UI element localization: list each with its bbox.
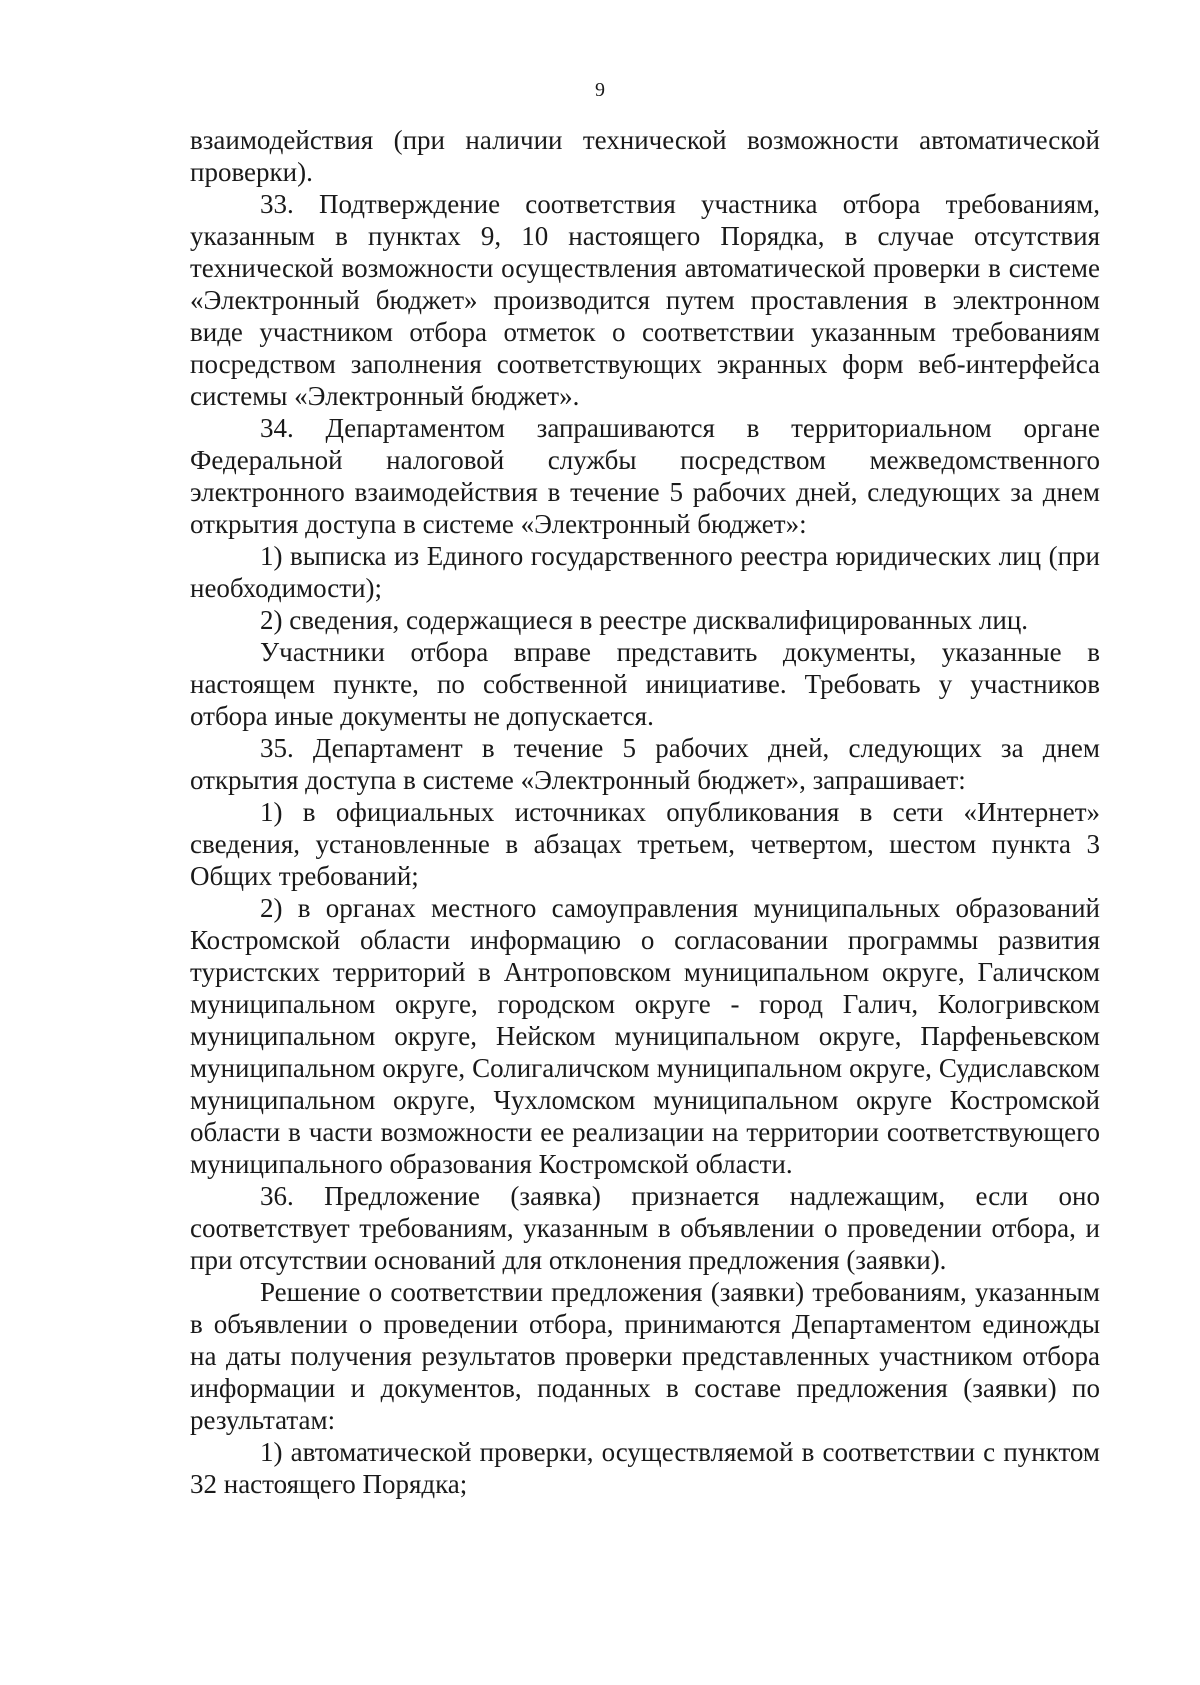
paragraph-item-35-sub-2: 2) в органах местного самоуправления муниципальных образований Костромской области информацию о согласовании программы развития туристских территорий в Антроповском муниципальном округе, Галичском муниципальном округе, городском округе - город Галич, Кологривском муниципальном округе, Нейском муниципальном округе, Парфеньевском муниципальном округе, Солигаличском муниципальном округе, Судиславском муниципальном округе, Чухломском муниципальном округе Костромской области в части возможности ее реализации на территории соответствующего муниципального образования Костромской области. — [190, 893, 1100, 1179]
page-number: 9 — [595, 79, 605, 101]
paragraph-item-35-sub-1: 1) в официальных источниках опубликования в сети «Интернет» сведения, установленные в абзацах третьем, четвертом, шестом пункта 3 Общих требований; — [190, 797, 1100, 891]
paragraph-item-34-sub-2: 2) сведения, содержащиеся в реестре дисквалифицированных лиц. — [260, 605, 1029, 635]
document-body — [190, 124, 1100, 1500]
paragraph-item-34: 34. Департаментом запрашиваются в территориальном органе Федеральной налоговой службы посредством межведомственного электронного взаимодействия в течение 5 рабочих дней, следующих за днем открытия доступа в системе «Электронный бюджет»: — [190, 413, 1100, 539]
paragraph-item-36: 36. Предложение (заявка) признается надлежащим, если оно соответствует требованиям, указанным в объявлении о проведении отбора, и при отсутствии оснований для отклонения предложения (заявки). — [190, 1181, 1100, 1275]
paragraph-continuation: взаимодействия (при наличии технической возможности автоматической проверки). — [190, 125, 1100, 187]
paragraph-item-35: 35. Департамент в течение 5 рабочих дней, следующих за днем открытия доступа в системе «Электронный бюджет», запрашивает: — [190, 733, 1100, 795]
paragraph-item-34-sub-1: 1) выписка из Единого государственного реестра юридических лиц (при необходимости); — [190, 541, 1100, 603]
paragraph-item-33: 33. Подтверждение соответствия участника отбора требованиям, указанным в пунктах 9, 10 настоящего Порядка, в случае отсутствия технической возможности осуществления автоматической проверки в системе «Электронный бюджет» производится путем проставления в электронном виде участником отбора отметок о соответствии указанным требованиям посредством заполнения соответствующих экранных форм веб-интерфейса системы «Электронный бюджет». — [190, 189, 1100, 411]
paragraph-item-36-sub-1: 1) автоматической проверки, осуществляемой в соответствии с пунктом 32 настоящего Порядка; — [190, 1437, 1100, 1499]
paragraph-item-34-note: Участники отбора вправе представить документы, указанные в настоящем пункте, по собственной инициативе. Требовать у участников отбора иные документы не допускается. — [190, 637, 1100, 731]
paragraph-item-36-decision: Решение о соответствии предложения (заявки) требованиям, указанным в объявлении о проведении отбора, принимаются Департаментом единожды на даты получения результатов проверки представленных участником отбора информации и документов, поданных в составе предложения (заявки) по результатам: — [190, 1277, 1100, 1435]
